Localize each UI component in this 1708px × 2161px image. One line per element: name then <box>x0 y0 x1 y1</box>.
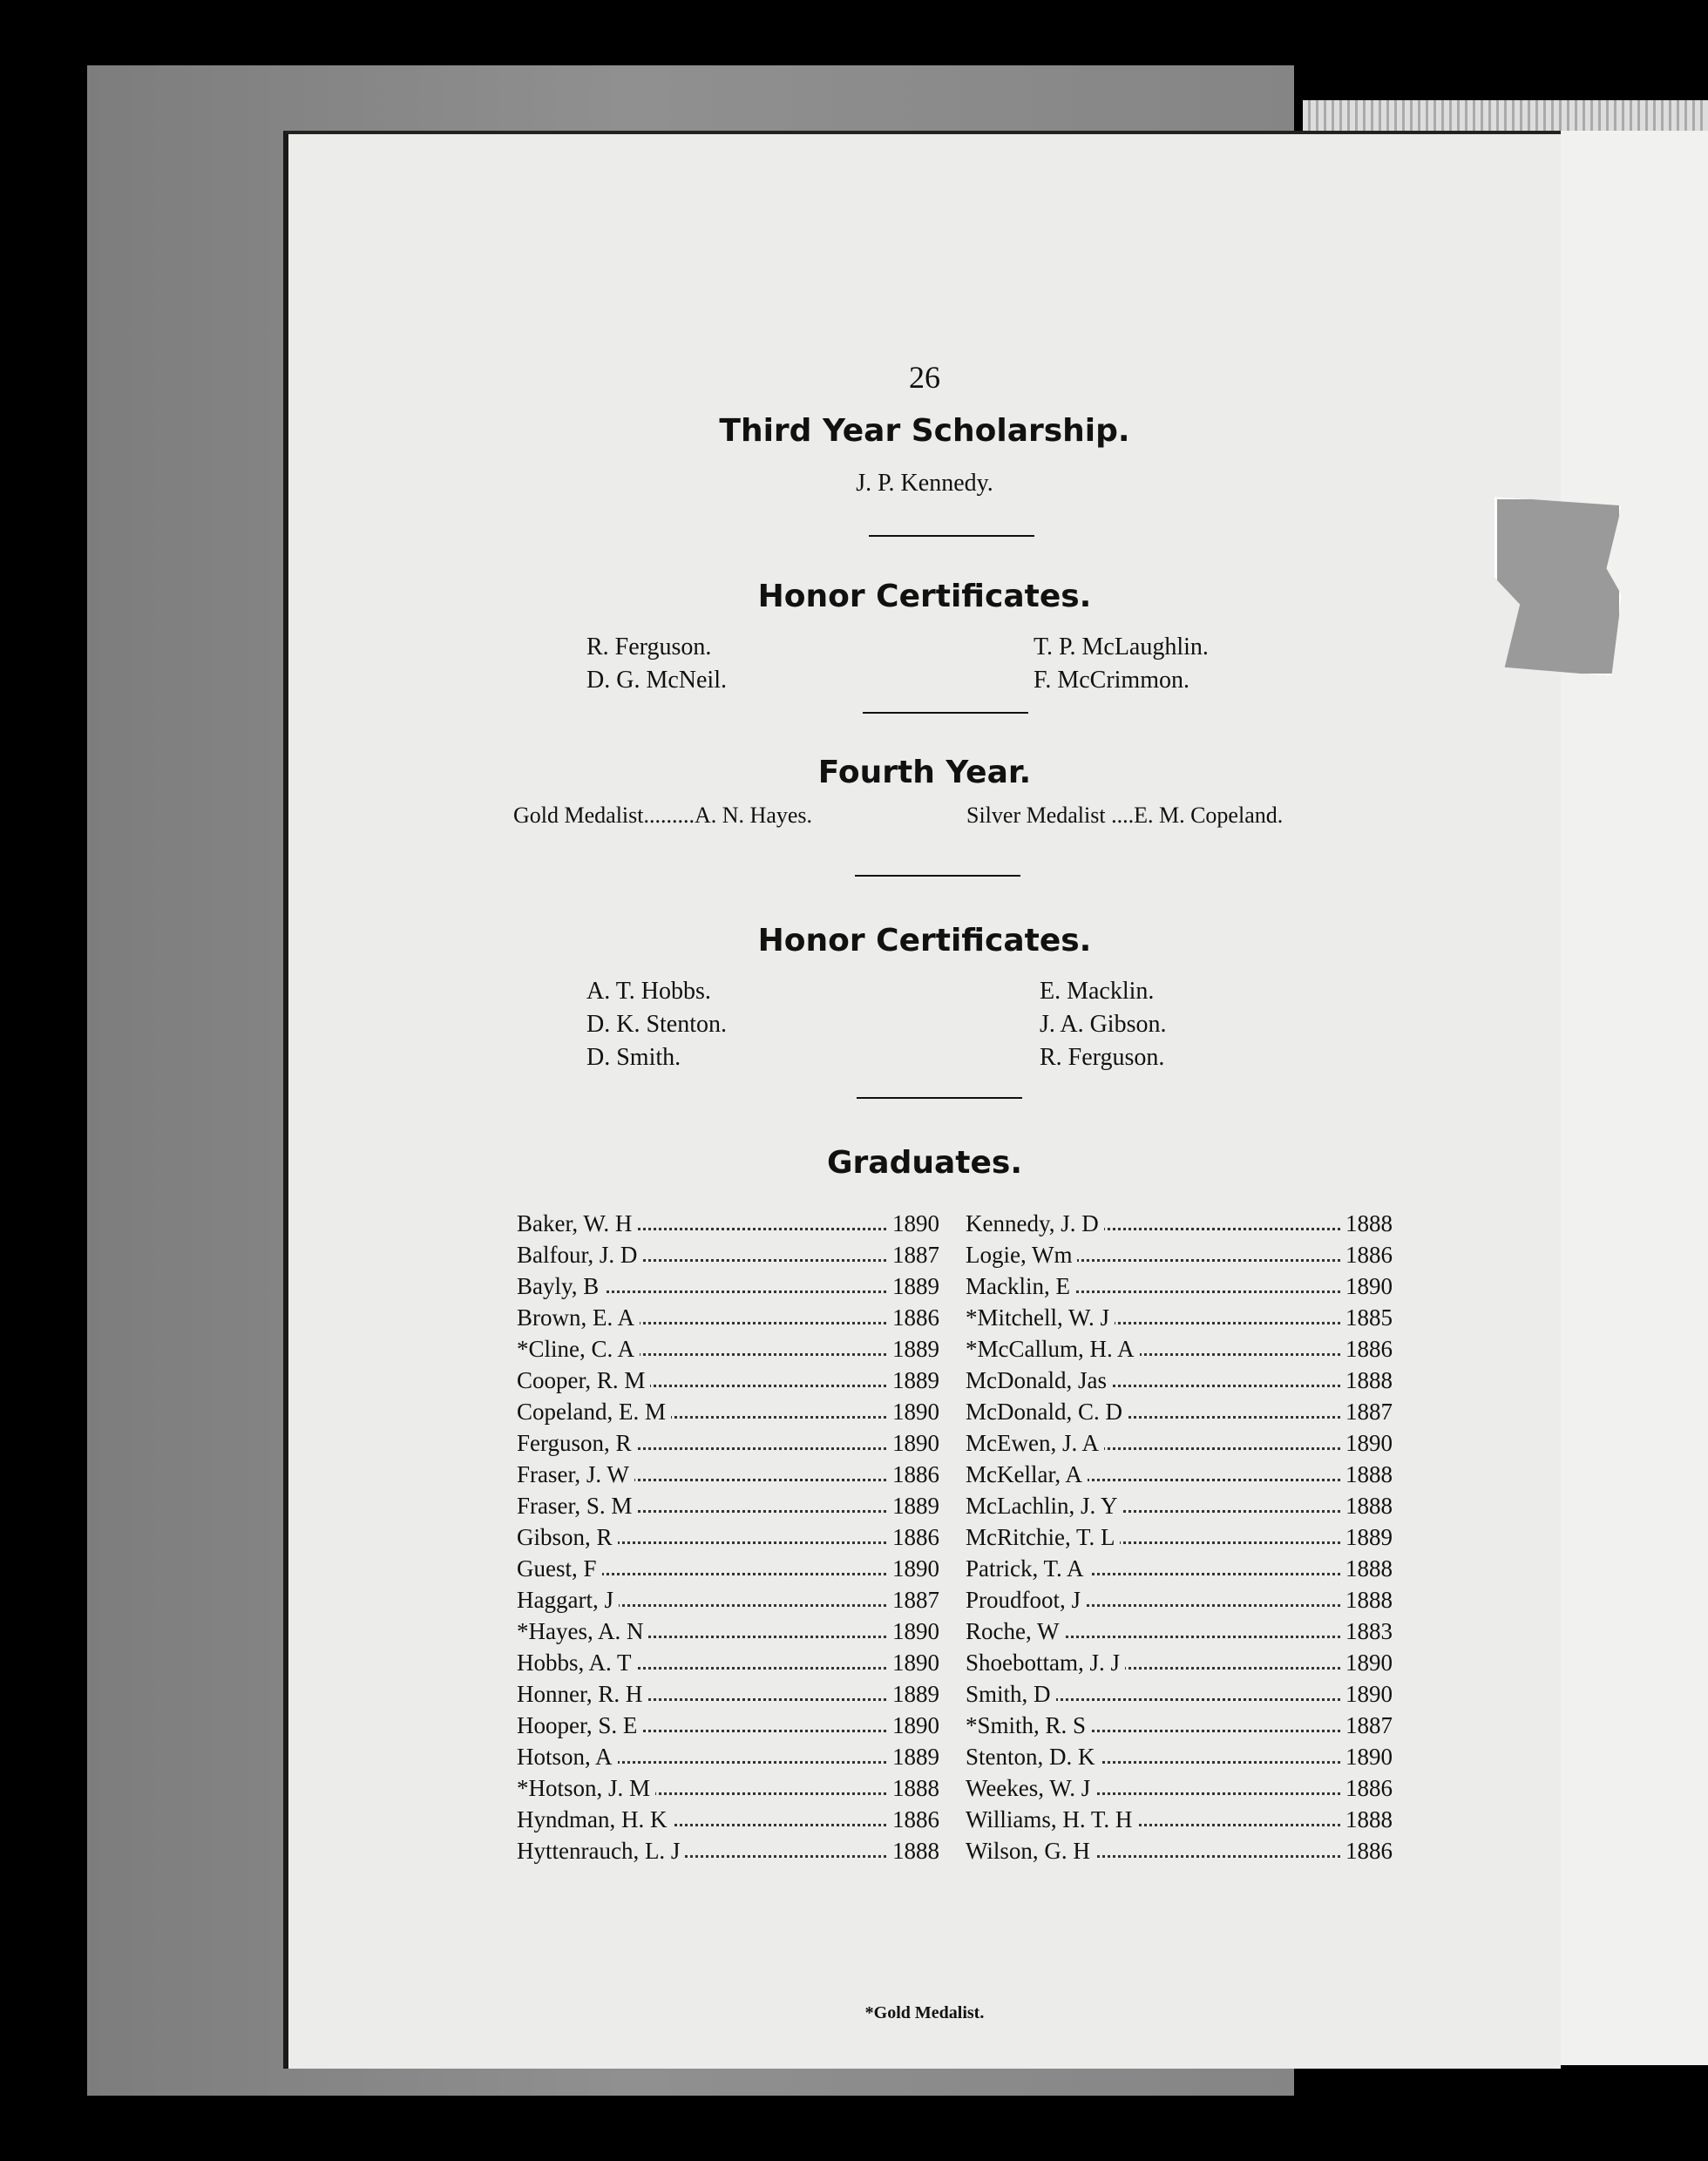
graduate-row: Smith, D 1890 <box>966 1678 1393 1710</box>
honor-name: T. P. McLaughlin. <box>1034 633 1209 660</box>
graduate-row: Patrick, T. A 1888 <box>966 1553 1393 1584</box>
page-number: 26 <box>909 360 940 395</box>
graduate-row: Hyttenrauch, L. J 1888 <box>517 1835 939 1866</box>
third-year-heading: Third Year Scholarship. <box>719 413 1130 449</box>
torn-paper-patch <box>1494 497 1622 676</box>
silver-medalist: Silver Medalist ....E. M. Copeland. <box>966 803 1284 828</box>
graduate-row: Hyndman, H. K 1886 <box>517 1804 939 1835</box>
graduate-row: Logie, Wm 1886 <box>966 1239 1393 1270</box>
graduate-row: Fraser, S. M 1889 <box>517 1490 939 1521</box>
graduate-row: *Mitchell, W. J 1885 <box>966 1302 1393 1333</box>
graduate-row: Balfour, J. D 1887 <box>517 1239 939 1270</box>
honor-name: J. A. Gibson. <box>1040 1011 1167 1038</box>
honor-name: R. Ferguson. <box>1040 1044 1165 1071</box>
divider <box>857 1097 1022 1099</box>
graduate-row: Haggart, J 1887 <box>517 1584 939 1616</box>
graduate-row: Hobbs, A. T 1890 <box>517 1647 939 1678</box>
graduate-row: *Smith, R. S 1887 <box>966 1710 1393 1741</box>
gold-medalist-footnote: *Gold Medalist. <box>864 2003 985 2022</box>
graduate-row: Proudfoot, J 1888 <box>966 1584 1393 1616</box>
graduate-row: Williams, H. T. H 1888 <box>966 1804 1393 1835</box>
honor-right-column <box>1040 975 1166 1074</box>
graduate-row: *Cline, C. A 1889 <box>517 1333 939 1365</box>
adjacent-page <box>1556 131 1708 2065</box>
graduate-row: Brown, E. A 1886 <box>517 1302 939 1333</box>
divider <box>855 875 1020 877</box>
document-page <box>283 131 1561 2069</box>
honor-right-column <box>1034 631 1209 697</box>
graduate-row: Stenton, D. K 1890 <box>966 1741 1393 1772</box>
honor-left-column <box>586 631 727 697</box>
honor-name: E. Macklin. <box>1040 978 1155 1005</box>
graduate-row: McKellar, A 1888 <box>966 1459 1393 1490</box>
graduate-row: McRitchie, T. L 1889 <box>966 1521 1393 1553</box>
graduate-row: Weekes, W. J 1886 <box>966 1772 1393 1804</box>
honor-name: A. T. Hobbs. <box>586 978 711 1005</box>
graduate-row: Roche, W 1883 <box>966 1616 1393 1647</box>
honor-name: D. K. Stenton. <box>586 1011 727 1038</box>
graduate-row: *Hayes, A. N 1890 <box>517 1616 939 1647</box>
graduate-row: Guest, F 1890 <box>517 1553 939 1584</box>
fourth-year-heading: Fourth Year. <box>817 755 1032 790</box>
graduate-row: Hooper, S. E 1890 <box>517 1710 939 1741</box>
graduate-row: *McCallum, H. A 1886 <box>966 1333 1393 1365</box>
graduate-row: Baker, W. H 1890 <box>517 1208 939 1239</box>
graduate-row: Macklin, E 1890 <box>966 1270 1393 1302</box>
gold-medalist: Gold Medalist.........A. N. Hayes. <box>513 803 813 828</box>
divider <box>869 535 1034 537</box>
graduate-row: Wilson, G. H 1886 <box>966 1835 1393 1866</box>
honor-left-column <box>586 975 727 1074</box>
honor-name: R. Ferguson. <box>586 633 712 660</box>
graduate-row: Kennedy, J. D 1888 <box>966 1208 1393 1239</box>
graduate-row: Shoebottam, J. J 1890 <box>966 1647 1393 1678</box>
graduate-row: *Hotson, J. M 1888 <box>517 1772 939 1804</box>
honor-name: D. Smith. <box>586 1044 681 1071</box>
graduate-row: Ferguson, R 1890 <box>517 1427 939 1459</box>
graduate-row: Honner, R. H 1889 <box>517 1678 939 1710</box>
graduate-row: Fraser, J. W 1886 <box>517 1459 939 1490</box>
graduate-row: McDonald, Jas 1888 <box>966 1365 1393 1396</box>
graduate-row: Hotson, A 1889 <box>517 1741 939 1772</box>
graduate-row: Copeland, E. M 1890 <box>517 1396 939 1427</box>
graduate-row: McLachlin, J. Y 1888 <box>966 1490 1393 1521</box>
divider <box>863 712 1028 714</box>
honor-name: F. McCrimmon. <box>1034 667 1190 694</box>
graduate-row: McEwen, J. A 1890 <box>966 1427 1393 1459</box>
scan-edge-strip <box>1303 100 1708 135</box>
honor-certificates-heading: Honor Certificates. <box>757 579 1092 614</box>
graduate-row: McDonald, C. D 1887 <box>966 1396 1393 1427</box>
graduate-row: Gibson, R 1886 <box>517 1521 939 1553</box>
graduate-row: Bayly, B 1889 <box>517 1270 939 1302</box>
third-year-name: J. P. Kennedy. <box>856 470 993 497</box>
graduate-row: Cooper, R. M 1889 <box>517 1365 939 1396</box>
graduates-heading: Graduates. <box>826 1145 1022 1181</box>
honor-name: D. G. McNeil. <box>586 667 727 694</box>
honor-certificates-heading: Honor Certificates. <box>757 923 1092 959</box>
